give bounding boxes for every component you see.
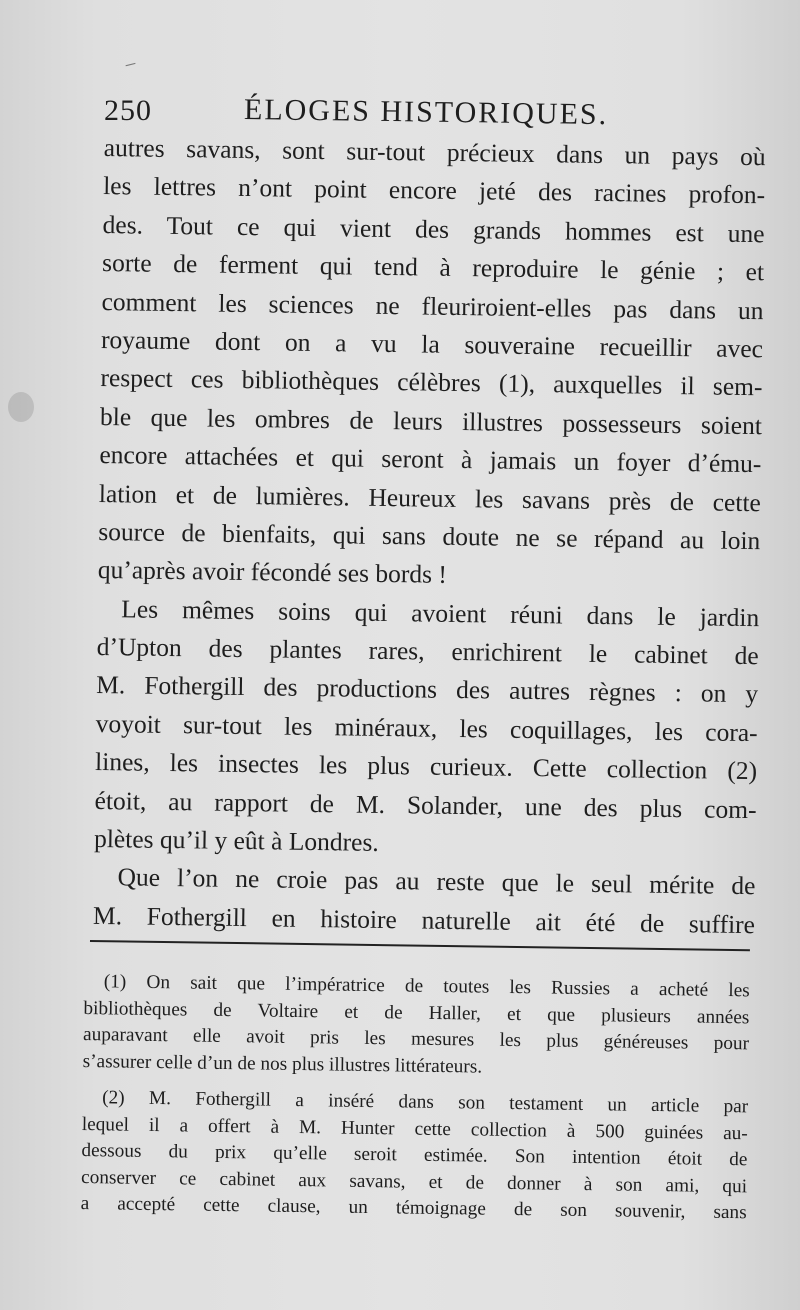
footnote-2 [81, 1085, 749, 1227]
body-line: respect ces bibliothèques célèbres (1), auxquelles il sem- [100, 363, 763, 402]
page-header [104, 86, 749, 132]
paper-stain [8, 392, 34, 422]
body-line: plètes qu’il y eût à Londres. [93, 823, 379, 857]
body-line: lation et de lumières. Heureux les savans près de cette [98, 478, 762, 517]
footnote-line: (2) M. Fothergill a inséré dans son testament un article par [102, 1087, 749, 1118]
footnote-line: lequel il a offert à M. Hunter cette collection à 500 guinées au- [81, 1113, 748, 1144]
body-line: source de bienfaits, qui sans doute ne se répand au loin [98, 516, 761, 556]
footnote-line: conserver ce cabinet aux savans, et de donner à son ami, qui [80, 1166, 748, 1197]
ink-mark [126, 63, 137, 70]
body-line: des. Tout ce qui vient des grands hommes est une [102, 209, 765, 249]
body-line: comment les sciences ne fleuriroient-elles pas dans un [101, 286, 764, 325]
body-text [93, 129, 766, 944]
body-line: M. Fothergill des productions des autres règnes : on y [96, 670, 759, 709]
footnotes [80, 969, 750, 1237]
body-line: sorte de ferment qui tend à reproduire le génie ; et [101, 248, 765, 287]
footnote-1 [83, 969, 750, 1084]
body-line: étoit, au rapport de M. Solander, une des plus com- [94, 785, 757, 824]
footnote-line: dessous du prix qu’elle seroit estimée. Son intention étoit de [81, 1139, 748, 1171]
footnote-line: bibliothèques de Voltaire et de Haller, et que plusieurs années [83, 997, 750, 1028]
footnote-line: (1) On sait que l’impératrice de toutes les Russies a acheté les [103, 971, 750, 1002]
body-line: autres savans, sont sur-tout précieux dans un pays où [103, 132, 766, 172]
body-line: royaume dont on a vu la souveraine recueillir avec [100, 324, 764, 364]
body-line: ble que les ombres de leurs illustres possesseurs soient [99, 401, 763, 440]
body-line: les lettres n’ont point encore jeté des racines profon- [103, 171, 766, 210]
body-line: d’Upton des plantes rares, enrichirent le cabinet de [96, 632, 759, 671]
footnote-line: a accepté cette clause, un témoignage de son souvenir, sans [80, 1192, 747, 1224]
body-line: encore attachées et qui seront à jamais un foyer d’ému- [99, 440, 762, 479]
running-title: ÉLOGES HISTORIQUES. [243, 93, 609, 132]
body-line: lines, les insectes les plus curieux. Cette collection (2) [94, 747, 758, 786]
footnote-line: s’assurer celle d’un de nos plus illustres littérateurs. [82, 1050, 483, 1078]
body-line: voyoit sur-tout les minéraux, les coquillages, les cora- [95, 708, 758, 748]
body-line: qu’après avoir fécondé ses bords ! [97, 555, 448, 590]
page-number: 250 [104, 94, 152, 127]
footnote-line: auparavant elle avoit pris les mesures les plus généreuses pour [82, 1023, 750, 1055]
body-line: Les mêmes soins qui avoient réuni dans le jardin [121, 593, 760, 632]
body-line: M. Fothergill en histoire naturelle ait été de suffire [92, 900, 756, 939]
body-line: Que l’on ne croie pas au reste que le seul mérite de [117, 862, 756, 901]
